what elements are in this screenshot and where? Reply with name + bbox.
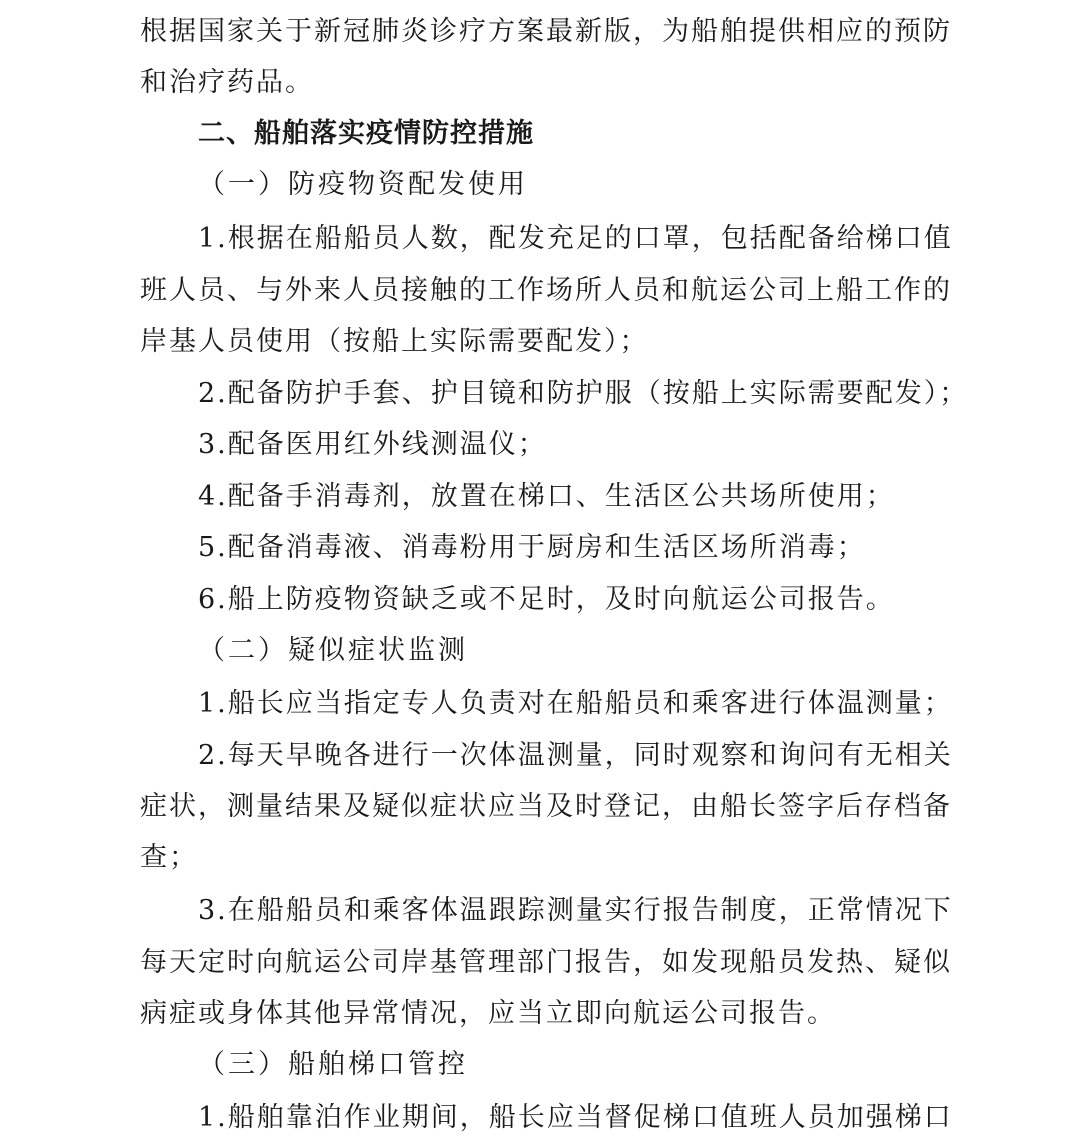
paragraph-line: 1.根据在船船员人数，配发充足的口罩，包括配备给梯口值	[198, 223, 953, 254]
list-item: 1.船长应当指定专人负责对在船船员和乘客进行体温测量；	[198, 688, 953, 719]
subsection-heading: （一）防疫物资配发使用	[198, 169, 528, 200]
paragraph-line: 岸基人员使用（按船上实际需要配发）；	[140, 326, 649, 357]
paragraph-line: 每天定时向航运公司岸基管理部门报告，如发现船员发热、疑似	[140, 947, 952, 978]
paragraph-line: 根据国家关于新冠肺炎诊疗方案最新版，为船舶提供相应的预防	[140, 16, 952, 47]
list-item: 1.船舶靠泊作业期间，船长应当督促梯口值班人员加强梯口	[198, 1102, 953, 1133]
paragraph-line: 查；	[140, 842, 198, 873]
list-item: 4.配备手消毒剂，放置在梯口、生活区公共场所使用；	[198, 481, 895, 512]
paragraph-line: 班人员、与外来人员接触的工作场所人员和航运公司上船工作的	[140, 275, 952, 306]
paragraph-line: 症状，测量结果及疑似症状应当及时登记，由船长签字后存档备	[140, 791, 952, 822]
section-heading: 二、船舶落实疫情防控措施	[198, 118, 534, 149]
subsection-heading: （二）疑似症状监测	[198, 635, 468, 666]
subsection-heading: （三）船舶梯口管控	[198, 1049, 468, 1080]
list-item: 2.每天早晚各进行一次体温测量，同时观察和询问有无相关	[198, 740, 953, 771]
list-item: 6.船上防疫物资缺乏或不足时，及时向航运公司报告。	[198, 584, 895, 615]
list-item: 2.配备防护手套、护目镜和防护服（按船上实际需要配发）；	[198, 378, 969, 409]
list-item: 5.配备消毒液、消毒粉用于厨房和生活区场所消毒；	[198, 532, 866, 563]
paragraph-line: 病症或身体其他异常情况，应当立即向航运公司报告。	[140, 998, 836, 1029]
list-item: 3.在船船员和乘客体温跟踪测量实行报告制度，正常情况下	[198, 895, 953, 926]
list-item: 3.配备医用红外线测温仪；	[198, 429, 547, 460]
paragraph-line: 和治疗药品。	[140, 67, 314, 98]
